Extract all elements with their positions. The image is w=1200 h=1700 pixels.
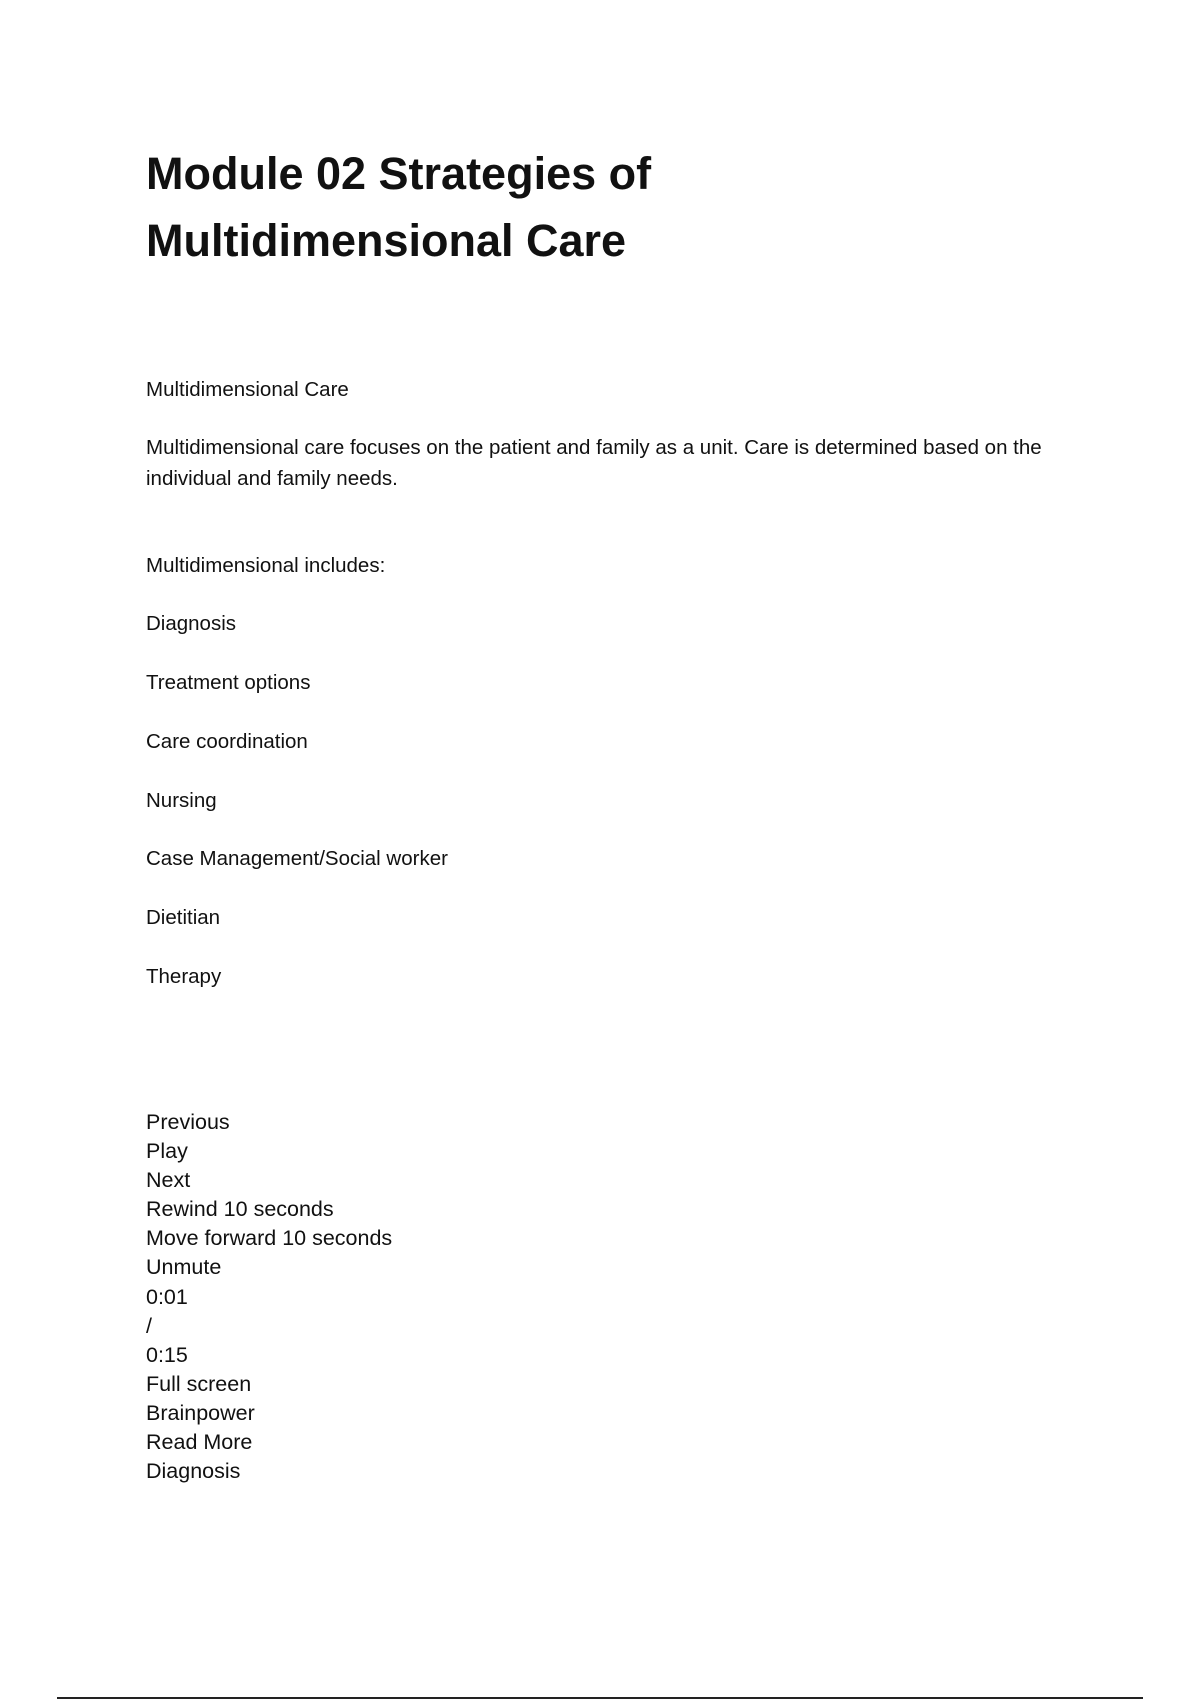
includes-heading: Multidimensional includes: <box>146 554 386 577</box>
list-item-nursing: Nursing <box>146 789 217 812</box>
list-item-therapy: Therapy <box>146 965 222 988</box>
page-title: Module 02 Strategies of Multidimensional Care <box>146 148 652 266</box>
intro-paragraph: Multidimensional care focuses on the patient and family as a unit. Care is determined based on the individual and family needs. <box>146 436 1042 490</box>
diagnosis-label: Diagnosis <box>146 1459 241 1484</box>
unmute-button[interactable]: Unmute <box>146 1255 222 1280</box>
video-player-controls <box>146 1108 566 1486</box>
duration: 0:15 <box>146 1342 188 1367</box>
list-item-diagnosis: Diagnosis <box>146 612 237 635</box>
rewind-10-seconds-button[interactable]: Rewind 10 seconds <box>146 1197 334 1222</box>
bottom-divider <box>57 1697 1143 1699</box>
list-item-dietitian: Dietitian <box>146 906 221 929</box>
play-button[interactable]: Play <box>146 1139 188 1164</box>
list-item-treatment-options: Treatment options <box>146 671 311 694</box>
list-item-case-management: Case Management/Social worker <box>146 847 448 870</box>
current-time: 0:01 <box>146 1284 188 1309</box>
previous-button[interactable]: Previous <box>146 1110 230 1134</box>
list-item-care-coordination: Care coordination <box>146 730 308 753</box>
time-separator: / <box>146 1313 152 1338</box>
next-button[interactable]: Next <box>146 1168 191 1193</box>
read-more-link[interactable]: Read More <box>146 1430 253 1455</box>
forward-10-seconds-button[interactable]: Move forward 10 seconds <box>146 1226 393 1251</box>
fullscreen-button[interactable]: Full screen <box>146 1371 252 1396</box>
brainpower-link[interactable]: Brainpower <box>146 1400 255 1425</box>
section-label: Multidimensional Care <box>146 378 349 401</box>
